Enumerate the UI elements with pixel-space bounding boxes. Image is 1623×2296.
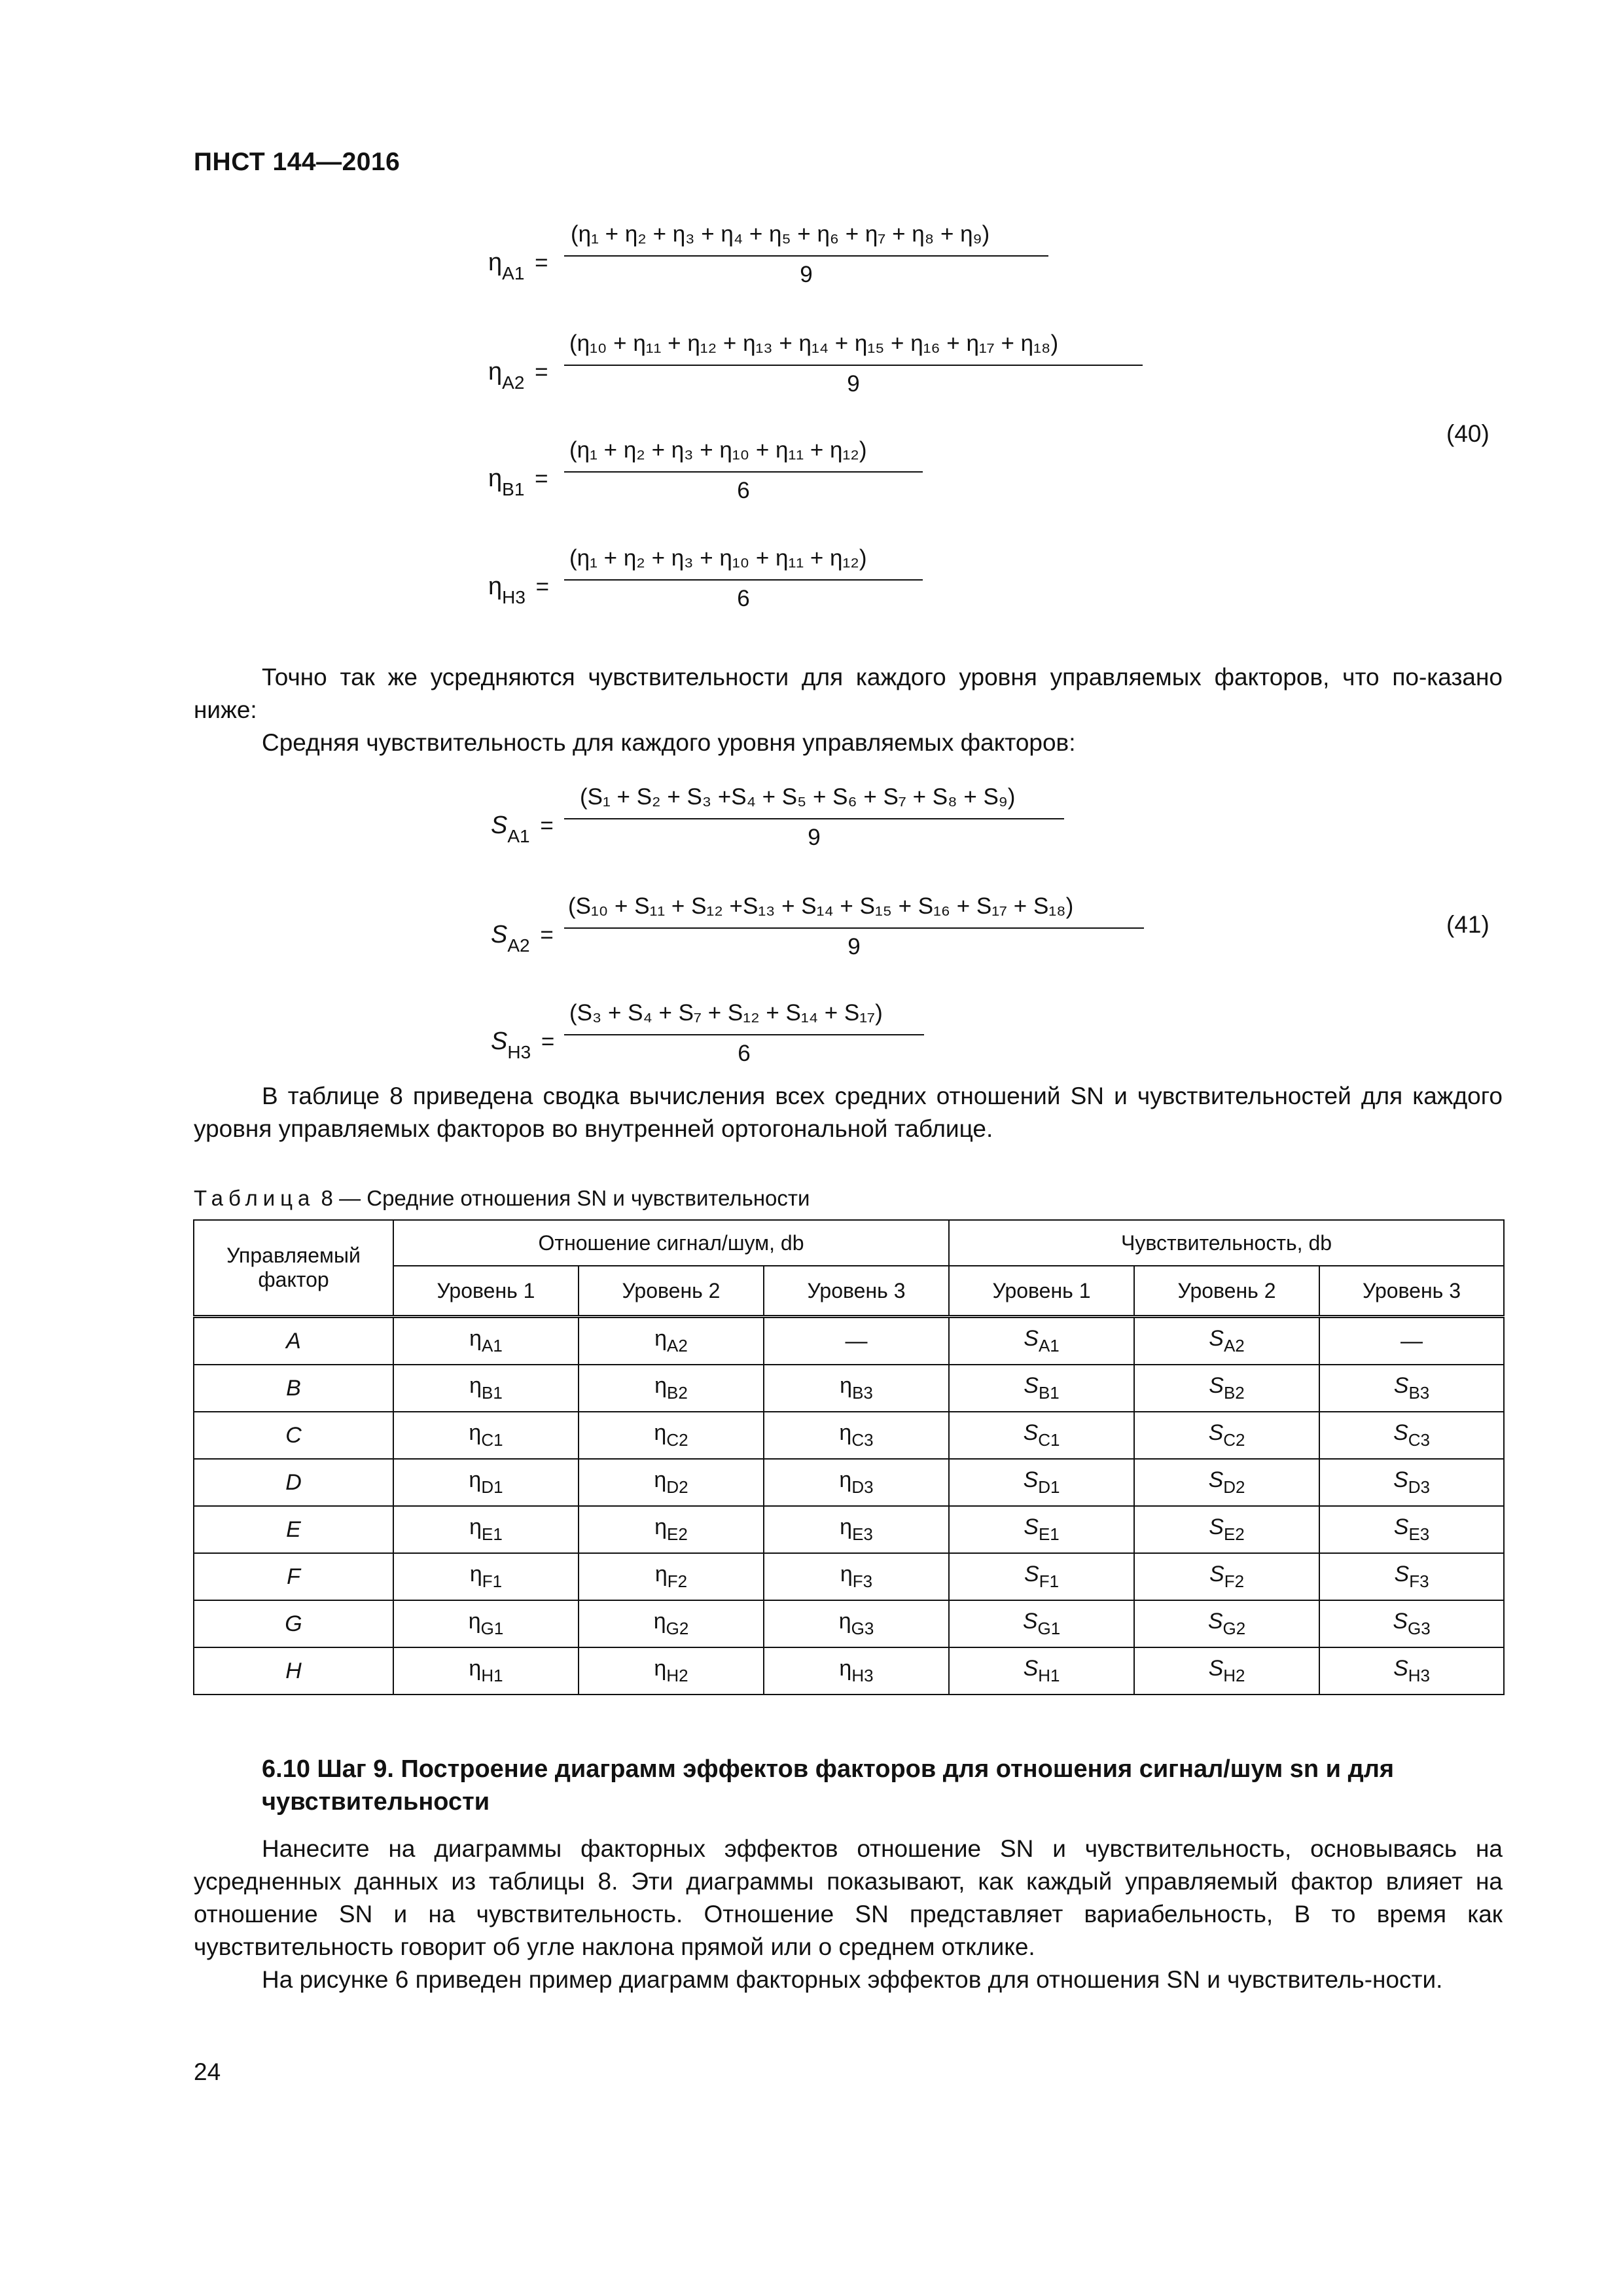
formula-lhs: $S_{A2}$ = bbox=[491, 921, 554, 956]
cell-symbol bbox=[654, 1656, 688, 1685]
formula-s-h3 bbox=[491, 1000, 1014, 1079]
sn-value-cell bbox=[393, 1553, 579, 1600]
sensitivity-value-cell bbox=[1319, 1553, 1504, 1600]
subscript: B2 bbox=[1223, 1383, 1245, 1403]
table-row bbox=[194, 1317, 1504, 1365]
sensitivity-value-cell bbox=[1134, 1553, 1319, 1600]
cell-symbol bbox=[654, 1515, 688, 1544]
symbol: η bbox=[839, 1656, 852, 1681]
formula-lhs: $\eta_{B1}$ = bbox=[488, 465, 548, 499]
subscript: B2 bbox=[667, 1383, 688, 1403]
cell-symbol bbox=[1022, 1609, 1061, 1638]
cell-symbol bbox=[469, 1420, 503, 1450]
dash: — bbox=[1400, 1328, 1423, 1354]
symbol: S bbox=[1393, 1467, 1408, 1492]
table-row bbox=[194, 1647, 1504, 1695]
subscript: B3 bbox=[852, 1383, 873, 1403]
sensitivity-value-cell bbox=[949, 1506, 1134, 1553]
table-row bbox=[194, 1553, 1504, 1600]
sn-value-cell bbox=[393, 1365, 579, 1412]
symbol: S bbox=[1393, 1420, 1408, 1445]
formula-lhs: $S_{H3}$ = bbox=[491, 1028, 555, 1062]
formula-denominator: 9 bbox=[847, 371, 860, 397]
sn-value-cell bbox=[579, 1317, 764, 1365]
fraction-bar bbox=[564, 255, 1048, 257]
sn-value-cell bbox=[764, 1553, 949, 1600]
subscript: H2 bbox=[1223, 1666, 1245, 1685]
subscript: D2 bbox=[1223, 1477, 1245, 1497]
table-header-row bbox=[194, 1220, 1504, 1266]
fraction-bar bbox=[564, 365, 1143, 366]
symbol: η bbox=[469, 1562, 482, 1587]
formula-lhs: $\eta_{H3}$ = bbox=[488, 573, 550, 607]
subscript: F2 bbox=[667, 1571, 688, 1591]
cell-symbol bbox=[654, 1467, 688, 1497]
cell-symbol bbox=[1024, 1515, 1060, 1544]
subscript: B3 bbox=[1408, 1383, 1430, 1403]
section-heading: 6.10 Шаг 9. Построение диаграмм эффектов факторов для отношения сигнал/шум sn и для чувствительности bbox=[262, 1755, 1395, 1816]
symbol: S bbox=[1024, 1562, 1039, 1587]
subscript: G1 bbox=[1037, 1619, 1061, 1638]
formula-numerator: (η₁ + η₂ + η₃ + η₁₀ + η₁₁ + η₁₂) bbox=[569, 437, 867, 463]
symbol: S bbox=[1023, 1420, 1039, 1445]
fraction-bar bbox=[564, 927, 1144, 929]
paragraph: Нанесите на диаграммы факторных эффектов отношение SN и чувствительность, основываясь на усредненных данных из таблицы 8. Эти диаграммы показывают, как каждый управляемый фактор влияет на отношение SN и на чувствительность. Отношение SN представляет вариабельность, В то время как чувствительность говорит об угле наклона прямой или о среднем отклике. bbox=[194, 1835, 1503, 1960]
subscript: C2 bbox=[666, 1430, 688, 1450]
symbol: η bbox=[654, 1373, 668, 1398]
symbol: η bbox=[469, 1515, 482, 1539]
subscript: F2 bbox=[1224, 1571, 1245, 1591]
symbol: η bbox=[468, 1609, 481, 1634]
cell-symbol bbox=[1024, 1373, 1060, 1403]
sn-value-cell bbox=[764, 1459, 949, 1506]
sn-value-cell bbox=[579, 1365, 764, 1412]
cell-symbol bbox=[1393, 1609, 1431, 1638]
sensitivity-value-cell bbox=[1134, 1459, 1319, 1506]
cell-symbol bbox=[1207, 1609, 1246, 1638]
table-row bbox=[194, 1459, 1504, 1506]
header-level: Уровень 3 bbox=[764, 1266, 949, 1317]
header-factor: Управляемый фактор bbox=[194, 1220, 393, 1317]
formula-lhs: $\eta_{A2}$ = bbox=[488, 358, 548, 393]
cell-symbol bbox=[1023, 1420, 1060, 1450]
fraction-bar bbox=[564, 1034, 924, 1035]
subscript: G3 bbox=[1408, 1619, 1431, 1638]
cell-symbol bbox=[469, 1373, 503, 1403]
sensitivity-value-cell bbox=[1319, 1365, 1504, 1412]
cell-symbol bbox=[1209, 1373, 1245, 1403]
formula-denominator: 6 bbox=[737, 586, 750, 611]
page-number: 24 bbox=[194, 2058, 221, 2085]
symbol: S bbox=[1024, 1373, 1039, 1398]
formula-eta-a1 bbox=[488, 221, 1051, 300]
fraction-bar bbox=[564, 818, 1064, 819]
sensitivity-value-cell bbox=[1319, 1600, 1504, 1647]
subscript: E2 bbox=[667, 1524, 688, 1544]
subscript: E1 bbox=[482, 1524, 503, 1544]
header-level: Уровень 3 bbox=[1319, 1266, 1504, 1317]
symbol: S bbox=[1022, 1609, 1038, 1634]
table-row bbox=[194, 1365, 1504, 1412]
formula-eta-h3 bbox=[488, 545, 1012, 624]
sensitivity-value-cell bbox=[1134, 1647, 1319, 1695]
subscript: C3 bbox=[1408, 1430, 1430, 1450]
sensitivity-value-cell bbox=[949, 1412, 1134, 1459]
cell-symbol bbox=[840, 1515, 873, 1544]
subscript: C1 bbox=[481, 1430, 503, 1450]
header-sens-group: Чувствительность, db bbox=[949, 1220, 1504, 1266]
factor-cell: G bbox=[194, 1600, 393, 1647]
sn-value-cell bbox=[579, 1506, 764, 1553]
sensitivity-value-cell bbox=[1134, 1317, 1319, 1365]
subscript: C3 bbox=[851, 1430, 874, 1450]
subscript: H3 bbox=[1408, 1666, 1430, 1685]
factor-cell: H bbox=[194, 1647, 393, 1695]
sn-value-cell bbox=[764, 1412, 949, 1459]
cell-symbol bbox=[839, 1656, 874, 1685]
cell-symbol bbox=[840, 1373, 873, 1403]
sn-value-cell bbox=[393, 1317, 579, 1365]
cell-symbol bbox=[1208, 1656, 1245, 1685]
subscript: A2 bbox=[1223, 1336, 1245, 1355]
cell-symbol bbox=[469, 1562, 503, 1591]
equation-number: (40) bbox=[1446, 420, 1489, 447]
subscript: A1 bbox=[482, 1336, 503, 1355]
cell-symbol bbox=[1209, 1326, 1245, 1355]
sn-value-cell bbox=[764, 1600, 949, 1647]
cell-symbol bbox=[840, 1562, 873, 1591]
subscript: D1 bbox=[481, 1477, 503, 1497]
fraction-bar bbox=[564, 471, 923, 473]
subscript: D1 bbox=[1038, 1477, 1060, 1497]
sn-value-cell bbox=[393, 1459, 579, 1506]
sn-value-cell bbox=[393, 1506, 579, 1553]
subscript: F3 bbox=[852, 1571, 873, 1591]
paragraph: Средняя чувствительность для каждого уровня управляемых факторов: bbox=[262, 729, 1076, 756]
sensitivity-value-cell bbox=[1319, 1459, 1504, 1506]
sn-value-cell bbox=[764, 1647, 949, 1695]
cell-symbol bbox=[653, 1609, 689, 1638]
paragraph: На рисунке 6 приведен пример диаграмм факторных эффектов для отношения SN и чувствитель-ности. bbox=[262, 1966, 1443, 1993]
symbol: S bbox=[1393, 1373, 1409, 1398]
sensitivity-value-cell bbox=[949, 1365, 1134, 1412]
formula-numerator: (S₁₀ + S₁₁ + S₁₂ +S₁₃ + S₁₄ + S₁₅ + S₁₆ + S₁₇ + S₁₈) bbox=[568, 893, 1074, 919]
subscript: A2 bbox=[667, 1336, 688, 1355]
symbol: S bbox=[1393, 1515, 1409, 1539]
table-row bbox=[194, 1412, 1504, 1459]
sensitivity-value-cell bbox=[1319, 1647, 1504, 1695]
symbol: S bbox=[1023, 1656, 1039, 1681]
subscript: E3 bbox=[1408, 1524, 1430, 1544]
subscript: G2 bbox=[1222, 1619, 1246, 1638]
symbol: η bbox=[469, 1467, 482, 1492]
factor-cell: C bbox=[194, 1412, 393, 1459]
formula-s-a1 bbox=[491, 784, 1080, 863]
symbol: η bbox=[654, 1515, 668, 1539]
sensitivity-value-cell bbox=[1134, 1412, 1319, 1459]
symbol: η bbox=[839, 1420, 852, 1445]
cell-symbol bbox=[1393, 1467, 1430, 1497]
subscript: H1 bbox=[481, 1666, 503, 1685]
sn-value-cell bbox=[764, 1506, 949, 1553]
symbol: S bbox=[1209, 1515, 1224, 1539]
dash: — bbox=[845, 1328, 868, 1354]
subscript: C2 bbox=[1223, 1430, 1245, 1450]
cell-symbol bbox=[1023, 1656, 1060, 1685]
sensitivity-value-cell bbox=[1319, 1412, 1504, 1459]
sensitivity-value-cell bbox=[949, 1647, 1134, 1695]
document-header: ПНСТ 144—2016 bbox=[194, 148, 401, 176]
subscript: D3 bbox=[1408, 1477, 1430, 1497]
subscript: E1 bbox=[1038, 1524, 1060, 1544]
cell-symbol bbox=[1209, 1562, 1245, 1591]
sensitivity-value-cell bbox=[949, 1600, 1134, 1647]
sensitivity-value-cell bbox=[1319, 1506, 1504, 1553]
cell-symbol bbox=[1394, 1562, 1429, 1591]
table-row bbox=[194, 1506, 1504, 1553]
symbol: η bbox=[469, 1326, 482, 1351]
subscript: A1 bbox=[1038, 1336, 1060, 1355]
symbol: η bbox=[654, 1656, 667, 1681]
sensitivity-value-cell bbox=[1134, 1600, 1319, 1647]
cell-symbol bbox=[838, 1609, 874, 1638]
factor-cell: B bbox=[194, 1365, 393, 1412]
cell-symbol bbox=[469, 1515, 503, 1544]
sensitivity-value-cell bbox=[1319, 1317, 1504, 1365]
fraction-bar bbox=[564, 579, 923, 581]
formula-denominator: 6 bbox=[738, 1041, 751, 1066]
sensitivity-value-cell bbox=[949, 1317, 1134, 1365]
sn-value-cell bbox=[393, 1412, 579, 1459]
cell-symbol bbox=[1208, 1467, 1245, 1497]
formula-numerator: (S₃ + S₄ + S₇ + S₁₂ + S₁₄ + S₁₇) bbox=[569, 1000, 883, 1026]
sn-value-cell bbox=[579, 1553, 764, 1600]
subscript: E3 bbox=[852, 1524, 873, 1544]
cell-symbol bbox=[1024, 1326, 1060, 1355]
symbol: η bbox=[654, 1420, 667, 1445]
table-8 bbox=[193, 1219, 1505, 1695]
subscript: E2 bbox=[1223, 1524, 1245, 1544]
sn-value-cell bbox=[579, 1412, 764, 1459]
symbol: η bbox=[839, 1467, 852, 1492]
cell-symbol bbox=[839, 1420, 874, 1450]
subscript: F1 bbox=[482, 1571, 503, 1591]
symbol: η bbox=[840, 1562, 853, 1587]
sensitivity-value-cell bbox=[1134, 1506, 1319, 1553]
header-level: Уровень 2 bbox=[1134, 1266, 1319, 1317]
formula-numerator: (S₁ + S₂ + S₃ +S₄ + S₅ + S₆ + S₇ + S₈ + S₉) bbox=[580, 784, 1016, 810]
cell-symbol bbox=[469, 1656, 503, 1685]
cell-symbol bbox=[1208, 1420, 1245, 1450]
symbol: η bbox=[838, 1609, 851, 1634]
sensitivity-value-cell bbox=[949, 1553, 1134, 1600]
subscript: H2 bbox=[666, 1666, 688, 1685]
sn-value-cell bbox=[579, 1647, 764, 1695]
factor-cell: D bbox=[194, 1459, 393, 1506]
formula-eta-a2 bbox=[488, 331, 1143, 409]
formula-numerator: (η₁₀ + η₁₁ + η₁₂ + η₁₃ + η₁₄ + η₁₅ + η₁₆ + η₁₇ + η₁₈) bbox=[569, 331, 1059, 356]
symbol: S bbox=[1394, 1562, 1410, 1587]
symbol: S bbox=[1393, 1609, 1408, 1634]
cell-symbol bbox=[654, 1420, 688, 1450]
cell-symbol bbox=[1393, 1656, 1430, 1685]
symbol: η bbox=[469, 1373, 482, 1398]
cell-symbol bbox=[1393, 1515, 1430, 1544]
cell-symbol bbox=[1023, 1467, 1060, 1497]
symbol: S bbox=[1207, 1609, 1223, 1634]
symbol: S bbox=[1393, 1656, 1408, 1681]
formula-s-a2 bbox=[491, 893, 1145, 972]
symbol: η bbox=[654, 1326, 668, 1351]
cell-symbol bbox=[654, 1373, 688, 1403]
formula-lhs: $\eta_{A1}$ = bbox=[488, 249, 548, 283]
subscript: D2 bbox=[666, 1477, 688, 1497]
table-row bbox=[194, 1600, 1504, 1647]
subscript: G3 bbox=[851, 1619, 874, 1638]
cell-symbol bbox=[1393, 1373, 1430, 1403]
symbol: η bbox=[469, 1656, 482, 1681]
symbol: η bbox=[653, 1609, 666, 1634]
subscript: G2 bbox=[666, 1619, 689, 1638]
table-caption: Таблица 8 — Средние отношения SN и чувствительности bbox=[194, 1186, 810, 1210]
symbol: η bbox=[469, 1420, 482, 1445]
sn-value-cell bbox=[764, 1317, 949, 1365]
cell-symbol bbox=[1024, 1562, 1060, 1591]
subscript: F1 bbox=[1039, 1571, 1060, 1591]
symbol: S bbox=[1024, 1515, 1039, 1539]
symbol: S bbox=[1209, 1562, 1224, 1587]
symbol: η bbox=[654, 1467, 667, 1492]
formula-numerator: (η₁ + η₂ + η₃ + η₄ + η₅ + η₆ + η₇ + η₈ + η₉) bbox=[571, 221, 990, 247]
factor-cell: E bbox=[194, 1506, 393, 1553]
subscript: B1 bbox=[1038, 1383, 1060, 1403]
cell-symbol bbox=[654, 1326, 688, 1355]
formula-denominator: 6 bbox=[737, 478, 750, 503]
symbol: η bbox=[654, 1562, 668, 1587]
cell-symbol bbox=[654, 1562, 688, 1591]
subscript: H1 bbox=[1038, 1666, 1060, 1685]
sensitivity-value-cell bbox=[1134, 1365, 1319, 1412]
symbol: S bbox=[1208, 1467, 1224, 1492]
symbol: S bbox=[1208, 1420, 1224, 1445]
formula-lhs: $S_{A1}$ = bbox=[491, 812, 554, 846]
sn-value-cell bbox=[764, 1365, 949, 1412]
paragraph: В таблице 8 приведена сводка вычисления всех средних отношений SN и чувствительностей для каждого уровня управляемых факторов во внутренней ортогональной таблице. bbox=[194, 1083, 1503, 1142]
cell-symbol bbox=[469, 1326, 503, 1355]
cell-symbol bbox=[1209, 1515, 1245, 1544]
sn-value-cell bbox=[393, 1600, 579, 1647]
symbol: S bbox=[1208, 1656, 1224, 1681]
formula-eta-b1 bbox=[488, 437, 1012, 516]
formula-numerator: (η₁ + η₂ + η₃ + η₁₀ + η₁₁ + η₁₂) bbox=[569, 545, 867, 571]
symbol: S bbox=[1023, 1467, 1039, 1492]
cell-symbol bbox=[469, 1467, 503, 1497]
header-level: Уровень 2 bbox=[579, 1266, 764, 1317]
sn-value-cell bbox=[393, 1647, 579, 1695]
symbol: η bbox=[840, 1515, 853, 1539]
subscript: G1 bbox=[480, 1619, 504, 1638]
sn-value-cell bbox=[579, 1459, 764, 1506]
formula-denominator: 9 bbox=[847, 934, 861, 960]
symbol: S bbox=[1209, 1373, 1224, 1398]
factor-cell: A bbox=[194, 1317, 393, 1365]
subscript: B1 bbox=[482, 1383, 503, 1403]
factor-cell: F bbox=[194, 1553, 393, 1600]
subscript: F3 bbox=[1409, 1571, 1429, 1591]
cell-symbol bbox=[839, 1467, 874, 1497]
symbol: η bbox=[840, 1373, 853, 1398]
sn-value-cell bbox=[579, 1600, 764, 1647]
symbol: S bbox=[1209, 1326, 1224, 1351]
equation-number: (41) bbox=[1446, 911, 1489, 938]
cell-symbol bbox=[1393, 1420, 1430, 1450]
cell-symbol bbox=[468, 1609, 504, 1638]
sensitivity-value-cell bbox=[949, 1459, 1134, 1506]
formula-denominator: 9 bbox=[800, 262, 813, 287]
header-sn-group: Отношение сигнал/шум, db bbox=[393, 1220, 949, 1266]
formula-denominator: 9 bbox=[808, 825, 821, 850]
table-body bbox=[194, 1317, 1504, 1695]
subscript: C1 bbox=[1038, 1430, 1060, 1450]
paragraph: Точно так же усредняются чувствительности для каждого уровня управляемых факторов, что по-казано ниже: bbox=[194, 664, 1503, 723]
header-level: Уровень 1 bbox=[949, 1266, 1134, 1317]
symbol: S bbox=[1024, 1326, 1039, 1351]
header-level: Уровень 1 bbox=[393, 1266, 579, 1317]
subscript: D3 bbox=[851, 1477, 874, 1497]
subscript: H3 bbox=[851, 1666, 874, 1685]
